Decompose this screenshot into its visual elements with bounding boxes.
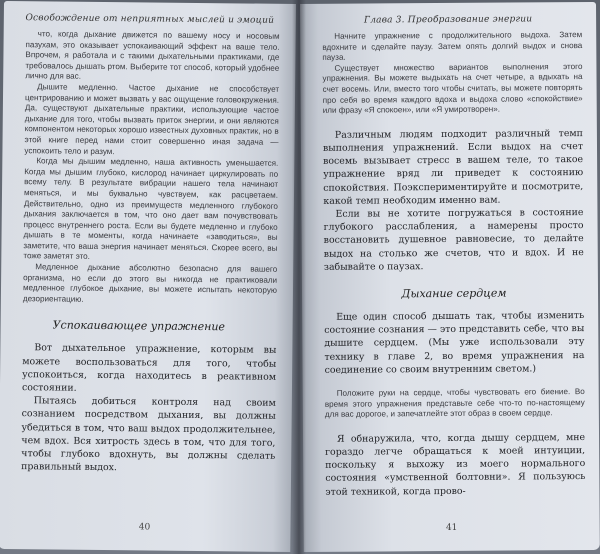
paragraph: Вот дыхательное упражнение, которым вы можете воспользоваться для того, чтобы успокоиться, когда находитесь в реактивном состоянии. [21,342,277,394]
left-body-block-2 [21,342,276,477]
right-page [300,2,600,552]
left-page [0,1,296,552]
paragraph: Различным людям подходит различный темп выполнения упражнений. Если выдох на счет восемь вызывает стресс в вашем теле, то такое упражнение вряд ли приведет к состоянию спокойствия. Поэкспериментируйте и посмотрите, какой темп необходим именно вам. [322,127,584,207]
left-body-block-1 [23,29,280,307]
right-body-block-5 [325,431,585,499]
paragraph: Еще один способ дышать так, чтобы изменить состояние сознания — это представить себе, что вы дышите сердцем. (Мы уже использовали эту технику в главе 2, во время упражнения на соединение со своим внутренним светом.) [324,310,585,376]
left-page-number: 40 [138,522,151,533]
paragraph: Дышите медленно. Частое дыхание не способствует центрированию и может вызвать у вас ощущение головокружения. Да, существуют дыхательные практики, использующие частое дыхание для того, чтобы вызвать приток энергии, и они являются компонентом некоторых хорошо известных духовных практик, но в этой книге перед нами стоит совершенно иная задача — успокоить тело и разум. [24,82,280,156]
book-gutter [292,0,306,554]
left-running-head: Освобождение от неприятных мыслей и эмоций [25,13,275,26]
paragraph: Существует множество вариантов выполнения этого упражнения. Вы можете выдыхать на счет четыре, а вдыхать на счет восемь. Или, вместо того чтобы считать, вы можете повторять про себя во время каждого вдоха и выдоха слово «спокойствие» или фразу «Я спокоен», или «Я умиротворен». [322,61,583,115]
right-body-block-3 [324,309,584,377]
right-section-heading: Дыхание сердцем [401,286,507,301]
paragraph: Начните упражнение с продолжительного выдоха. Затем вдохните и сделайте паузу. Затем опять долгий выдох и снова пауза. [322,30,583,63]
right-page-number: 41 [445,522,458,533]
paragraph: Если вы не хотите погружаться в состояние глубокого расслабления, а намерены просто восстановить душевное равновесие, то делайте выдох на столько же счетов, что и вдох. И не забывайте о паузах. [323,206,584,273]
left-section-heading: Успокаивающее упражнение [52,318,226,334]
right-body-block-2 [323,127,584,274]
paragraph: Медленное дыхание абсолютно безопасно для вашего организма, но если до этого вы никогда не практиковали медленное глубокое дыхание, вы можете испытать некоторую дезориентацию. [22,262,278,304]
right-exercise-block [322,30,583,117]
right-running-head: Глава 3. Преобразование энергии [363,14,533,26]
paragraph: Я обнаружила, что, когда дышу сердцем, мне гораздо легче обращаться к моей интуиции, поскольку я выхожу из моего нормального состояния «умственной болтовни». Я пользуюсь этой техникой, когда прово- [325,431,586,498]
paragraph: Положите руки на сердце, чтобы чувствовать его биение. Во время этого упражнения представьте себе что-то по-настоящему для вас дорогое, и запечатлейте этот образ в своем сердце. [324,387,585,420]
paragraph: Когда мы дышим медленно, наша активность уменьшается. Когда мы дышим глубоко, кислород начинает циркулировать по всему телу. В результате вибрации нашего тела начинают меняться, и мы буквально чувствуем, как расцветаем. Действительно, одно из преимуществ медленного глубокого дыхания заключается в том, что оно дает вам почувствовать процесс внутреннего роста. Если вы будете медленно и глубоко дышать в те моменты, когда начинаете «заводиться», вы заметите, что ваша энергия начинает меняться. Скорее всего, вы тоже заметят это. [23,156,279,262]
right-exercise-block-2 [325,387,585,421]
paragraph: что, когда дыхание движется по вашему носу и носовым пазухам, это оказывает успокаивающий эффект на ваше тело. Впрочем, я работала и с такими дыхательными практиками, где требовалось дышать ртом. Выберите тот способ, который удобнее лично для вас. [25,29,280,82]
paragraph: Пытаясь добиться контроля над своим сознанием посредством дыхания, вы должны убедиться в том, что ваш выдох продолжительнее, чем вдох. Вся хитрость здесь в том, что для того, чтобы глубоко вдохнуть, вы должны сделать правильный выдох. [21,395,276,474]
